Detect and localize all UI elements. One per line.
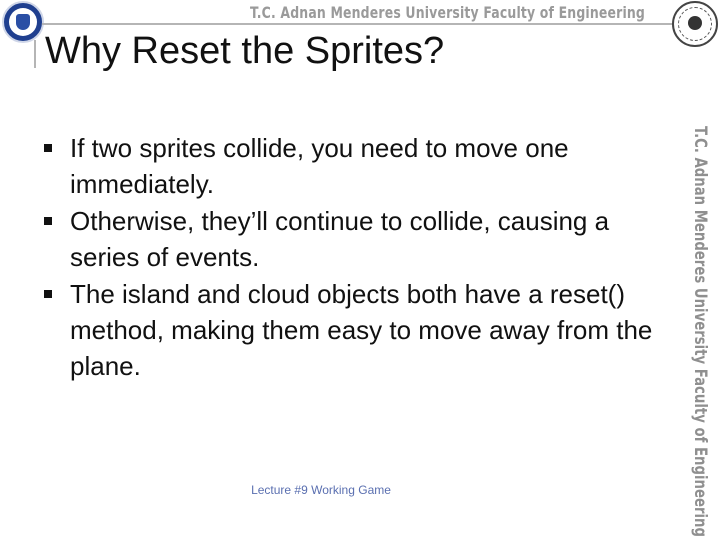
square-bullet-icon [44, 290, 52, 298]
bullet-text: If two sprites collide, you need to move one immediately. [70, 133, 569, 199]
slide-footer: Lecture #9 Working Game [251, 483, 391, 497]
faculty-seal-emblem [688, 16, 702, 30]
title-accent-bar [34, 40, 36, 68]
bullet-list [44, 130, 654, 385]
bullet-item [44, 203, 654, 275]
vertical-side-banner-text: T.C. Adnan Menderes University Faculty of Engineering [690, 126, 710, 537]
square-bullet-icon [44, 217, 52, 225]
bullet-item [44, 130, 654, 202]
faculty-seal-icon [672, 1, 718, 47]
header-divider [42, 23, 673, 25]
bullet-text: The island and cloud objects both have a reset() method, making them easy to move away from the plane. [70, 279, 653, 381]
bullet-item [44, 276, 654, 384]
header-banner-text: T.C. Adnan Menderes University Faculty of Engineering [250, 3, 646, 22]
bullet-text: Otherwise, they’ll continue to collide, causing a series of events. [70, 206, 610, 272]
university-logo-emblem [16, 14, 30, 30]
square-bullet-icon [44, 144, 52, 152]
vertical-side-banner [680, 86, 720, 537]
university-logo-icon [2, 1, 44, 43]
slide-title: Why Reset the Sprites? [45, 30, 445, 72]
